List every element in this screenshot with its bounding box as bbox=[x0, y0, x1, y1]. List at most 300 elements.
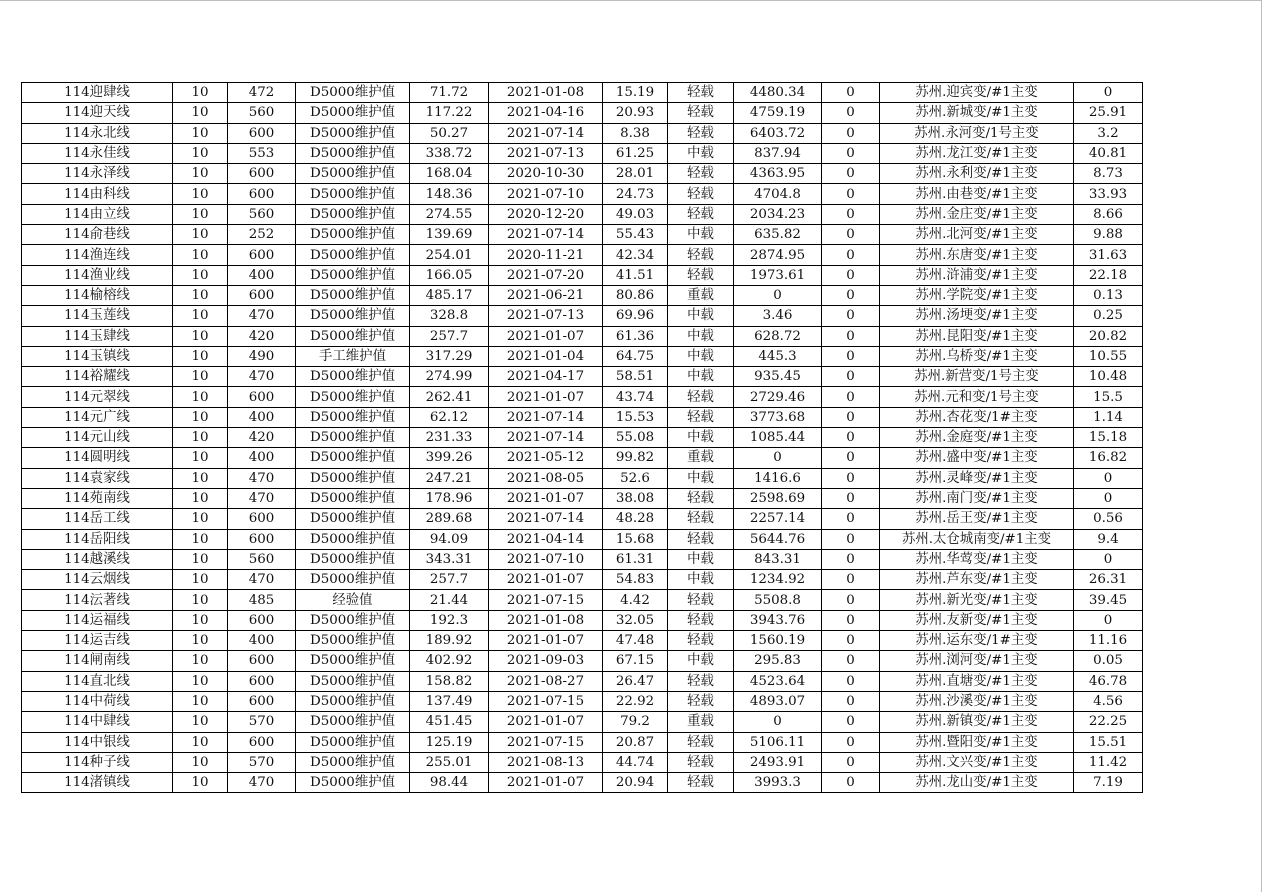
date-cell[interactable]: 2021-01-08 bbox=[489, 610, 603, 630]
line-name-cell[interactable]: 114闸南线 bbox=[22, 651, 173, 671]
zero-cell[interactable]: 0 bbox=[822, 590, 880, 610]
date-cell[interactable]: 2021-01-07 bbox=[489, 326, 603, 346]
source-cell[interactable]: D5000维护值 bbox=[296, 103, 410, 123]
line-name-cell[interactable]: 114中荷线 bbox=[22, 691, 173, 711]
source-cell[interactable]: D5000维护值 bbox=[296, 306, 410, 326]
zero-cell[interactable]: 0 bbox=[822, 631, 880, 651]
transformer-cell[interactable]: 苏州.南门变/#1主变 bbox=[880, 488, 1074, 508]
current-cell[interactable]: 343.31 bbox=[410, 549, 489, 569]
line-name-cell[interactable]: 114云烟线 bbox=[22, 570, 173, 590]
line-name-cell[interactable]: 114俞巷线 bbox=[22, 225, 173, 245]
rated-current-cell[interactable]: 600 bbox=[228, 671, 296, 691]
load-rate-cell[interactable]: 99.82 bbox=[603, 448, 668, 468]
voltage-cell[interactable]: 10 bbox=[173, 509, 228, 529]
current-cell[interactable]: 402.92 bbox=[410, 651, 489, 671]
current-cell[interactable]: 247.21 bbox=[410, 468, 489, 488]
transformer-cell[interactable]: 苏州.新营变/1号主变 bbox=[880, 367, 1074, 387]
line-name-cell[interactable]: 114苑南线 bbox=[22, 488, 173, 508]
current-cell[interactable]: 328.8 bbox=[410, 306, 489, 326]
rated-current-cell[interactable]: 400 bbox=[228, 265, 296, 285]
source-cell[interactable]: 手工维护值 bbox=[296, 346, 410, 366]
voltage-cell[interactable]: 10 bbox=[173, 326, 228, 346]
date-cell[interactable]: 2021-07-10 bbox=[489, 184, 603, 204]
source-cell[interactable]: D5000维护值 bbox=[296, 285, 410, 305]
zero-cell[interactable]: 0 bbox=[822, 752, 880, 772]
zero-cell[interactable]: 0 bbox=[822, 549, 880, 569]
line-name-cell[interactable]: 114渔连线 bbox=[22, 245, 173, 265]
last-value-cell[interactable]: 39.45 bbox=[1074, 590, 1143, 610]
source-cell[interactable]: D5000维护值 bbox=[296, 367, 410, 387]
transformer-cell[interactable]: 苏州.昆阳变/#1主变 bbox=[880, 326, 1074, 346]
line-name-cell[interactable]: 114裕耀线 bbox=[22, 367, 173, 387]
load-rate-cell[interactable]: 15.68 bbox=[603, 529, 668, 549]
transformer-cell[interactable]: 苏州.盛中变/#1主变 bbox=[880, 448, 1074, 468]
transformer-cell[interactable]: 苏州.由巷变/#1主变 bbox=[880, 184, 1074, 204]
voltage-cell[interactable]: 10 bbox=[173, 549, 228, 569]
source-cell[interactable]: D5000维护值 bbox=[296, 712, 410, 732]
load-status-cell[interactable]: 中载 bbox=[668, 428, 734, 448]
voltage-cell[interactable]: 10 bbox=[173, 529, 228, 549]
current-cell[interactable]: 62.12 bbox=[410, 407, 489, 427]
capacity-cell[interactable]: 2729.46 bbox=[734, 387, 822, 407]
date-cell[interactable]: 2021-04-16 bbox=[489, 103, 603, 123]
current-cell[interactable]: 231.33 bbox=[410, 428, 489, 448]
load-rate-cell[interactable]: 58.51 bbox=[603, 367, 668, 387]
date-cell[interactable]: 2021-07-13 bbox=[489, 306, 603, 326]
current-cell[interactable]: 317.29 bbox=[410, 346, 489, 366]
voltage-cell[interactable]: 10 bbox=[173, 631, 228, 651]
zero-cell[interactable]: 0 bbox=[822, 732, 880, 752]
current-cell[interactable]: 254.01 bbox=[410, 245, 489, 265]
zero-cell[interactable]: 0 bbox=[822, 346, 880, 366]
load-status-cell[interactable]: 轻载 bbox=[668, 631, 734, 651]
capacity-cell[interactable]: 3.46 bbox=[734, 306, 822, 326]
rated-current-cell[interactable]: 600 bbox=[228, 509, 296, 529]
voltage-cell[interactable]: 10 bbox=[173, 651, 228, 671]
voltage-cell[interactable]: 10 bbox=[173, 691, 228, 711]
voltage-cell[interactable]: 10 bbox=[173, 225, 228, 245]
source-cell[interactable]: D5000维护值 bbox=[296, 773, 410, 793]
voltage-cell[interactable]: 10 bbox=[173, 712, 228, 732]
zero-cell[interactable]: 0 bbox=[822, 123, 880, 143]
line-name-cell[interactable]: 114元广线 bbox=[22, 407, 173, 427]
last-value-cell[interactable]: 10.55 bbox=[1074, 346, 1143, 366]
voltage-cell[interactable]: 10 bbox=[173, 732, 228, 752]
load-rate-cell[interactable]: 54.83 bbox=[603, 570, 668, 590]
zero-cell[interactable]: 0 bbox=[822, 712, 880, 732]
zero-cell[interactable]: 0 bbox=[822, 773, 880, 793]
current-cell[interactable]: 21.44 bbox=[410, 590, 489, 610]
load-status-cell[interactable]: 重载 bbox=[668, 285, 734, 305]
last-value-cell[interactable]: 9.4 bbox=[1074, 529, 1143, 549]
zero-cell[interactable]: 0 bbox=[822, 428, 880, 448]
current-cell[interactable]: 274.55 bbox=[410, 204, 489, 224]
line-name-cell[interactable]: 114由科线 bbox=[22, 184, 173, 204]
rated-current-cell[interactable]: 400 bbox=[228, 407, 296, 427]
last-value-cell[interactable]: 10.48 bbox=[1074, 367, 1143, 387]
load-status-cell[interactable]: 中载 bbox=[668, 549, 734, 569]
capacity-cell[interactable]: 1234.92 bbox=[734, 570, 822, 590]
voltage-cell[interactable]: 10 bbox=[173, 123, 228, 143]
source-cell[interactable]: D5000维护值 bbox=[296, 245, 410, 265]
load-status-cell[interactable]: 轻载 bbox=[668, 610, 734, 630]
load-status-cell[interactable]: 中载 bbox=[668, 468, 734, 488]
load-status-cell[interactable]: 轻载 bbox=[668, 123, 734, 143]
transformer-cell[interactable]: 苏州.友新变/#1主变 bbox=[880, 610, 1074, 630]
load-rate-cell[interactable]: 38.08 bbox=[603, 488, 668, 508]
zero-cell[interactable]: 0 bbox=[822, 691, 880, 711]
load-rate-cell[interactable]: 64.75 bbox=[603, 346, 668, 366]
line-name-cell[interactable]: 114种子线 bbox=[22, 752, 173, 772]
last-value-cell[interactable]: 3.2 bbox=[1074, 123, 1143, 143]
load-status-cell[interactable]: 轻载 bbox=[668, 671, 734, 691]
load-rate-cell[interactable]: 47.48 bbox=[603, 631, 668, 651]
load-rate-cell[interactable]: 20.93 bbox=[603, 103, 668, 123]
last-value-cell[interactable]: 20.82 bbox=[1074, 326, 1143, 346]
load-status-cell[interactable]: 轻载 bbox=[668, 488, 734, 508]
load-status-cell[interactable]: 轻载 bbox=[668, 590, 734, 610]
source-cell[interactable]: D5000维护值 bbox=[296, 83, 410, 103]
last-value-cell[interactable]: 0.25 bbox=[1074, 306, 1143, 326]
voltage-cell[interactable]: 10 bbox=[173, 367, 228, 387]
voltage-cell[interactable]: 10 bbox=[173, 245, 228, 265]
rated-current-cell[interactable]: 470 bbox=[228, 367, 296, 387]
last-value-cell[interactable]: 15.51 bbox=[1074, 732, 1143, 752]
transformer-cell[interactable]: 苏州.金庭变/#1主变 bbox=[880, 428, 1074, 448]
capacity-cell[interactable]: 4893.07 bbox=[734, 691, 822, 711]
date-cell[interactable]: 2021-01-07 bbox=[489, 488, 603, 508]
date-cell[interactable]: 2021-07-20 bbox=[489, 265, 603, 285]
load-rate-cell[interactable]: 28.01 bbox=[603, 164, 668, 184]
rated-current-cell[interactable]: 570 bbox=[228, 752, 296, 772]
date-cell[interactable]: 2021-01-07 bbox=[489, 773, 603, 793]
rated-current-cell[interactable]: 560 bbox=[228, 204, 296, 224]
load-status-cell[interactable]: 轻载 bbox=[668, 752, 734, 772]
current-cell[interactable]: 117.22 bbox=[410, 103, 489, 123]
date-cell[interactable]: 2021-07-15 bbox=[489, 590, 603, 610]
capacity-cell[interactable]: 843.31 bbox=[734, 549, 822, 569]
source-cell[interactable]: D5000维护值 bbox=[296, 732, 410, 752]
line-name-cell[interactable]: 114袁家线 bbox=[22, 468, 173, 488]
rated-current-cell[interactable]: 252 bbox=[228, 225, 296, 245]
date-cell[interactable]: 2021-01-04 bbox=[489, 346, 603, 366]
capacity-cell[interactable]: 2598.69 bbox=[734, 488, 822, 508]
load-status-cell[interactable]: 轻载 bbox=[668, 691, 734, 711]
date-cell[interactable]: 2021-07-13 bbox=[489, 143, 603, 163]
load-status-cell[interactable]: 轻载 bbox=[668, 164, 734, 184]
last-value-cell[interactable]: 33.93 bbox=[1074, 184, 1143, 204]
source-cell[interactable]: D5000维护值 bbox=[296, 691, 410, 711]
capacity-cell[interactable]: 1973.61 bbox=[734, 265, 822, 285]
transformer-cell[interactable]: 苏州.元和变/1号主变 bbox=[880, 387, 1074, 407]
line-name-cell[interactable]: 114元翠线 bbox=[22, 387, 173, 407]
rated-current-cell[interactable]: 560 bbox=[228, 549, 296, 569]
date-cell[interactable]: 2021-01-07 bbox=[489, 631, 603, 651]
rated-current-cell[interactable]: 470 bbox=[228, 306, 296, 326]
load-rate-cell[interactable]: 8.38 bbox=[603, 123, 668, 143]
transformer-cell[interactable]: 苏州.岳王变/#1主变 bbox=[880, 509, 1074, 529]
source-cell[interactable]: D5000维护值 bbox=[296, 529, 410, 549]
transformer-cell[interactable]: 苏州.迎宾变/#1主变 bbox=[880, 83, 1074, 103]
rated-current-cell[interactable]: 600 bbox=[228, 610, 296, 630]
voltage-cell[interactable]: 10 bbox=[173, 387, 228, 407]
transformer-cell[interactable]: 苏州.暨阳变/#1主变 bbox=[880, 732, 1074, 752]
transformer-cell[interactable]: 苏州.汤埂变/#1主变 bbox=[880, 306, 1074, 326]
last-value-cell[interactable]: 8.66 bbox=[1074, 204, 1143, 224]
zero-cell[interactable]: 0 bbox=[822, 184, 880, 204]
load-rate-cell[interactable]: 44.74 bbox=[603, 752, 668, 772]
zero-cell[interactable]: 0 bbox=[822, 204, 880, 224]
line-name-cell[interactable]: 114中银线 bbox=[22, 732, 173, 752]
zero-cell[interactable]: 0 bbox=[822, 103, 880, 123]
load-status-cell[interactable]: 轻载 bbox=[668, 204, 734, 224]
load-rate-cell[interactable]: 20.87 bbox=[603, 732, 668, 752]
load-rate-cell[interactable]: 26.47 bbox=[603, 671, 668, 691]
load-status-cell[interactable]: 轻载 bbox=[668, 83, 734, 103]
voltage-cell[interactable]: 10 bbox=[173, 752, 228, 772]
voltage-cell[interactable]: 10 bbox=[173, 265, 228, 285]
zero-cell[interactable]: 0 bbox=[822, 164, 880, 184]
zero-cell[interactable]: 0 bbox=[822, 245, 880, 265]
date-cell[interactable]: 2021-07-14 bbox=[489, 225, 603, 245]
last-value-cell[interactable]: 15.18 bbox=[1074, 428, 1143, 448]
transformer-cell[interactable]: 苏州.北河变/#1主变 bbox=[880, 225, 1074, 245]
current-cell[interactable]: 168.04 bbox=[410, 164, 489, 184]
date-cell[interactable]: 2021-07-14 bbox=[489, 428, 603, 448]
last-value-cell[interactable]: 11.42 bbox=[1074, 752, 1143, 772]
rated-current-cell[interactable]: 470 bbox=[228, 570, 296, 590]
last-value-cell[interactable]: 0 bbox=[1074, 610, 1143, 630]
zero-cell[interactable]: 0 bbox=[822, 468, 880, 488]
date-cell[interactable]: 2021-07-14 bbox=[489, 123, 603, 143]
line-name-cell[interactable]: 114越溪线 bbox=[22, 549, 173, 569]
transformer-cell[interactable]: 苏州.芦东变/#1主变 bbox=[880, 570, 1074, 590]
transformer-cell[interactable]: 苏州.学院变/#1主变 bbox=[880, 285, 1074, 305]
last-value-cell[interactable]: 0.56 bbox=[1074, 509, 1143, 529]
source-cell[interactable]: D5000维护值 bbox=[296, 671, 410, 691]
capacity-cell[interactable]: 3993.3 bbox=[734, 773, 822, 793]
voltage-cell[interactable]: 10 bbox=[173, 488, 228, 508]
zero-cell[interactable]: 0 bbox=[822, 387, 880, 407]
capacity-cell[interactable]: 1085.44 bbox=[734, 428, 822, 448]
rated-current-cell[interactable]: 600 bbox=[228, 245, 296, 265]
source-cell[interactable]: D5000维护值 bbox=[296, 468, 410, 488]
line-name-cell[interactable]: 114永泽线 bbox=[22, 164, 173, 184]
line-name-cell[interactable]: 114中肆线 bbox=[22, 712, 173, 732]
voltage-cell[interactable]: 10 bbox=[173, 448, 228, 468]
current-cell[interactable]: 255.01 bbox=[410, 752, 489, 772]
load-rate-cell[interactable]: 61.25 bbox=[603, 143, 668, 163]
last-value-cell[interactable]: 9.88 bbox=[1074, 225, 1143, 245]
capacity-cell[interactable]: 4704.8 bbox=[734, 184, 822, 204]
voltage-cell[interactable]: 10 bbox=[173, 773, 228, 793]
current-cell[interactable]: 98.44 bbox=[410, 773, 489, 793]
date-cell[interactable]: 2021-05-12 bbox=[489, 448, 603, 468]
capacity-cell[interactable]: 2034.23 bbox=[734, 204, 822, 224]
source-cell[interactable]: D5000维护值 bbox=[296, 610, 410, 630]
source-cell[interactable]: D5000维护值 bbox=[296, 326, 410, 346]
transformer-cell[interactable]: 苏州.文兴变/#1主变 bbox=[880, 752, 1074, 772]
zero-cell[interactable]: 0 bbox=[822, 225, 880, 245]
capacity-cell[interactable]: 635.82 bbox=[734, 225, 822, 245]
current-cell[interactable]: 485.17 bbox=[410, 285, 489, 305]
load-rate-cell[interactable]: 48.28 bbox=[603, 509, 668, 529]
line-name-cell[interactable]: 114由立线 bbox=[22, 204, 173, 224]
capacity-cell[interactable]: 445.3 bbox=[734, 346, 822, 366]
load-rate-cell[interactable]: 20.94 bbox=[603, 773, 668, 793]
last-value-cell[interactable]: 0 bbox=[1074, 468, 1143, 488]
transformer-cell[interactable]: 苏州.运东变/1#主变 bbox=[880, 631, 1074, 651]
capacity-cell[interactable]: 2874.95 bbox=[734, 245, 822, 265]
current-cell[interactable]: 338.72 bbox=[410, 143, 489, 163]
load-status-cell[interactable]: 轻载 bbox=[668, 509, 734, 529]
zero-cell[interactable]: 0 bbox=[822, 367, 880, 387]
date-cell[interactable]: 2021-07-15 bbox=[489, 732, 603, 752]
load-rate-cell[interactable]: 41.51 bbox=[603, 265, 668, 285]
source-cell[interactable]: D5000维护值 bbox=[296, 549, 410, 569]
load-rate-cell[interactable]: 4.42 bbox=[603, 590, 668, 610]
zero-cell[interactable]: 0 bbox=[822, 570, 880, 590]
voltage-cell[interactable]: 10 bbox=[173, 590, 228, 610]
source-cell[interactable]: D5000维护值 bbox=[296, 651, 410, 671]
capacity-cell[interactable]: 0 bbox=[734, 285, 822, 305]
date-cell[interactable]: 2021-07-14 bbox=[489, 407, 603, 427]
rated-current-cell[interactable]: 600 bbox=[228, 285, 296, 305]
load-rate-cell[interactable]: 42.34 bbox=[603, 245, 668, 265]
load-rate-cell[interactable]: 52.6 bbox=[603, 468, 668, 488]
load-status-cell[interactable]: 中载 bbox=[668, 570, 734, 590]
load-status-cell[interactable]: 中载 bbox=[668, 143, 734, 163]
load-status-cell[interactable]: 轻载 bbox=[668, 732, 734, 752]
line-name-cell[interactable]: 114元山线 bbox=[22, 428, 173, 448]
zero-cell[interactable]: 0 bbox=[822, 326, 880, 346]
capacity-cell[interactable]: 4480.34 bbox=[734, 83, 822, 103]
capacity-cell[interactable]: 935.45 bbox=[734, 367, 822, 387]
current-cell[interactable]: 257.7 bbox=[410, 570, 489, 590]
capacity-cell[interactable]: 628.72 bbox=[734, 326, 822, 346]
rated-current-cell[interactable]: 570 bbox=[228, 712, 296, 732]
rated-current-cell[interactable]: 600 bbox=[228, 651, 296, 671]
transformer-cell[interactable]: 苏州.东唐变/#1主变 bbox=[880, 245, 1074, 265]
last-value-cell[interactable]: 22.25 bbox=[1074, 712, 1143, 732]
line-name-cell[interactable]: 114运福线 bbox=[22, 610, 173, 630]
line-name-cell[interactable]: 114迎肆线 bbox=[22, 83, 173, 103]
date-cell[interactable]: 2021-04-17 bbox=[489, 367, 603, 387]
current-cell[interactable]: 399.26 bbox=[410, 448, 489, 468]
rated-current-cell[interactable]: 490 bbox=[228, 346, 296, 366]
load-status-cell[interactable]: 重载 bbox=[668, 448, 734, 468]
source-cell[interactable]: D5000维护值 bbox=[296, 509, 410, 529]
date-cell[interactable]: 2021-08-27 bbox=[489, 671, 603, 691]
transformer-cell[interactable]: 苏州.金庄变/#1主变 bbox=[880, 204, 1074, 224]
capacity-cell[interactable]: 0 bbox=[734, 448, 822, 468]
rated-current-cell[interactable]: 600 bbox=[228, 732, 296, 752]
load-rate-cell[interactable]: 61.36 bbox=[603, 326, 668, 346]
current-cell[interactable]: 178.96 bbox=[410, 488, 489, 508]
voltage-cell[interactable]: 10 bbox=[173, 306, 228, 326]
transformer-cell[interactable]: 苏州.华莺变/#1主变 bbox=[880, 549, 1074, 569]
last-value-cell[interactable]: 0 bbox=[1074, 488, 1143, 508]
capacity-cell[interactable]: 295.83 bbox=[734, 651, 822, 671]
voltage-cell[interactable]: 10 bbox=[173, 143, 228, 163]
current-cell[interactable]: 158.82 bbox=[410, 671, 489, 691]
capacity-cell[interactable]: 3773.68 bbox=[734, 407, 822, 427]
date-cell[interactable]: 2021-01-07 bbox=[489, 387, 603, 407]
rated-current-cell[interactable]: 420 bbox=[228, 326, 296, 346]
date-cell[interactable]: 2020-11-21 bbox=[489, 245, 603, 265]
last-value-cell[interactable]: 0 bbox=[1074, 83, 1143, 103]
current-cell[interactable]: 137.49 bbox=[410, 691, 489, 711]
last-value-cell[interactable]: 15.5 bbox=[1074, 387, 1143, 407]
line-name-cell[interactable]: 114玉莲线 bbox=[22, 306, 173, 326]
source-cell[interactable]: 经验值 bbox=[296, 590, 410, 610]
load-rate-cell[interactable]: 24.73 bbox=[603, 184, 668, 204]
source-cell[interactable]: D5000维护值 bbox=[296, 123, 410, 143]
load-rate-cell[interactable]: 69.96 bbox=[603, 306, 668, 326]
zero-cell[interactable]: 0 bbox=[822, 407, 880, 427]
zero-cell[interactable]: 0 bbox=[822, 651, 880, 671]
last-value-cell[interactable]: 40.81 bbox=[1074, 143, 1143, 163]
source-cell[interactable]: D5000维护值 bbox=[296, 204, 410, 224]
date-cell[interactable]: 2021-07-15 bbox=[489, 691, 603, 711]
capacity-cell[interactable]: 2493.91 bbox=[734, 752, 822, 772]
line-name-cell[interactable]: 114玉肆线 bbox=[22, 326, 173, 346]
current-cell[interactable]: 71.72 bbox=[410, 83, 489, 103]
transformer-cell[interactable]: 苏州.新镇变/#1主变 bbox=[880, 712, 1074, 732]
last-value-cell[interactable]: 1.14 bbox=[1074, 407, 1143, 427]
date-cell[interactable]: 2021-01-07 bbox=[489, 712, 603, 732]
zero-cell[interactable]: 0 bbox=[822, 610, 880, 630]
transformer-cell[interactable]: 苏州.灵峰变/#1主变 bbox=[880, 468, 1074, 488]
voltage-cell[interactable]: 10 bbox=[173, 671, 228, 691]
capacity-cell[interactable]: 5508.8 bbox=[734, 590, 822, 610]
transformer-cell[interactable]: 苏州.乌桥变/#1主变 bbox=[880, 346, 1074, 366]
source-cell[interactable]: D5000维护值 bbox=[296, 225, 410, 245]
zero-cell[interactable]: 0 bbox=[822, 529, 880, 549]
voltage-cell[interactable]: 10 bbox=[173, 468, 228, 488]
line-name-cell[interactable]: 114渔业线 bbox=[22, 265, 173, 285]
current-cell[interactable]: 262.41 bbox=[410, 387, 489, 407]
zero-cell[interactable]: 0 bbox=[822, 83, 880, 103]
capacity-cell[interactable]: 4759.19 bbox=[734, 103, 822, 123]
rated-current-cell[interactable]: 600 bbox=[228, 387, 296, 407]
load-rate-cell[interactable]: 67.15 bbox=[603, 651, 668, 671]
transformer-cell[interactable]: 苏州.新城变/#1主变 bbox=[880, 103, 1074, 123]
transformer-cell[interactable]: 苏州.龙江变/#1主变 bbox=[880, 143, 1074, 163]
last-value-cell[interactable]: 0.05 bbox=[1074, 651, 1143, 671]
voltage-cell[interactable]: 10 bbox=[173, 83, 228, 103]
capacity-cell[interactable]: 1560.19 bbox=[734, 631, 822, 651]
load-status-cell[interactable]: 轻载 bbox=[668, 184, 734, 204]
line-name-cell[interactable]: 114永北线 bbox=[22, 123, 173, 143]
last-value-cell[interactable]: 26.31 bbox=[1074, 570, 1143, 590]
rated-current-cell[interactable]: 560 bbox=[228, 103, 296, 123]
rated-current-cell[interactable]: 400 bbox=[228, 448, 296, 468]
rated-current-cell[interactable]: 485 bbox=[228, 590, 296, 610]
transformer-cell[interactable]: 苏州.沙溪变/#1主变 bbox=[880, 691, 1074, 711]
voltage-cell[interactable]: 10 bbox=[173, 610, 228, 630]
rated-current-cell[interactable]: 600 bbox=[228, 184, 296, 204]
transformer-cell[interactable]: 苏州.浏河变/#1主变 bbox=[880, 651, 1074, 671]
voltage-cell[interactable]: 10 bbox=[173, 184, 228, 204]
line-name-cell[interactable]: 114永佳线 bbox=[22, 143, 173, 163]
load-status-cell[interactable]: 中载 bbox=[668, 651, 734, 671]
date-cell[interactable]: 2021-08-05 bbox=[489, 468, 603, 488]
voltage-cell[interactable]: 10 bbox=[173, 204, 228, 224]
load-rate-cell[interactable]: 55.43 bbox=[603, 225, 668, 245]
rated-current-cell[interactable]: 470 bbox=[228, 488, 296, 508]
rated-current-cell[interactable]: 420 bbox=[228, 428, 296, 448]
